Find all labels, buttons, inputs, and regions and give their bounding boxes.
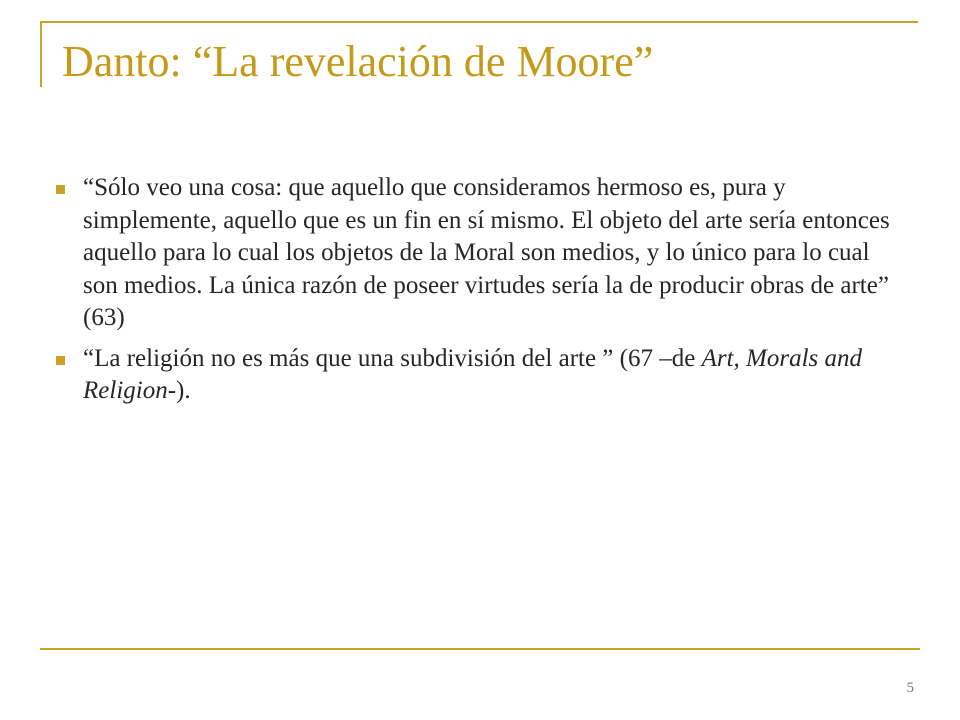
frame-top-line (40, 21, 918, 23)
bullet-item-quote-religion (56, 343, 906, 408)
bullet-text: “Sólo veo una cosa: que aquello que consideramos hermoso es, pura y simplemente, aquello que es un fin en sí mismo. El objeto del arte sería entonces aquello para lo cual los objetos de la Moral son medios, y lo único para lo cual son medios. La única razón de poseer virtudes sería la de producir obras de arte” (63) (83, 174, 890, 331)
bullet-text-before: “La religión no es más que una subdivisión del arte ” (67 –de (83, 344, 702, 372)
frame-bottom-line (40, 648, 920, 650)
slide-title: Danto: “La revelación de Moore” (62, 37, 654, 86)
bullet-text (83, 345, 862, 405)
book-title-italic: Art, Morals and Religion (83, 344, 863, 404)
frame-left-line (40, 21, 42, 87)
square-bullet-icon (56, 356, 65, 365)
square-bullet-icon (56, 185, 65, 194)
bullet-list (56, 172, 906, 416)
bullet-item-quote-moore (56, 172, 906, 335)
bullet-text-after: -). (167, 377, 191, 404)
page-number: 5 (906, 680, 914, 696)
